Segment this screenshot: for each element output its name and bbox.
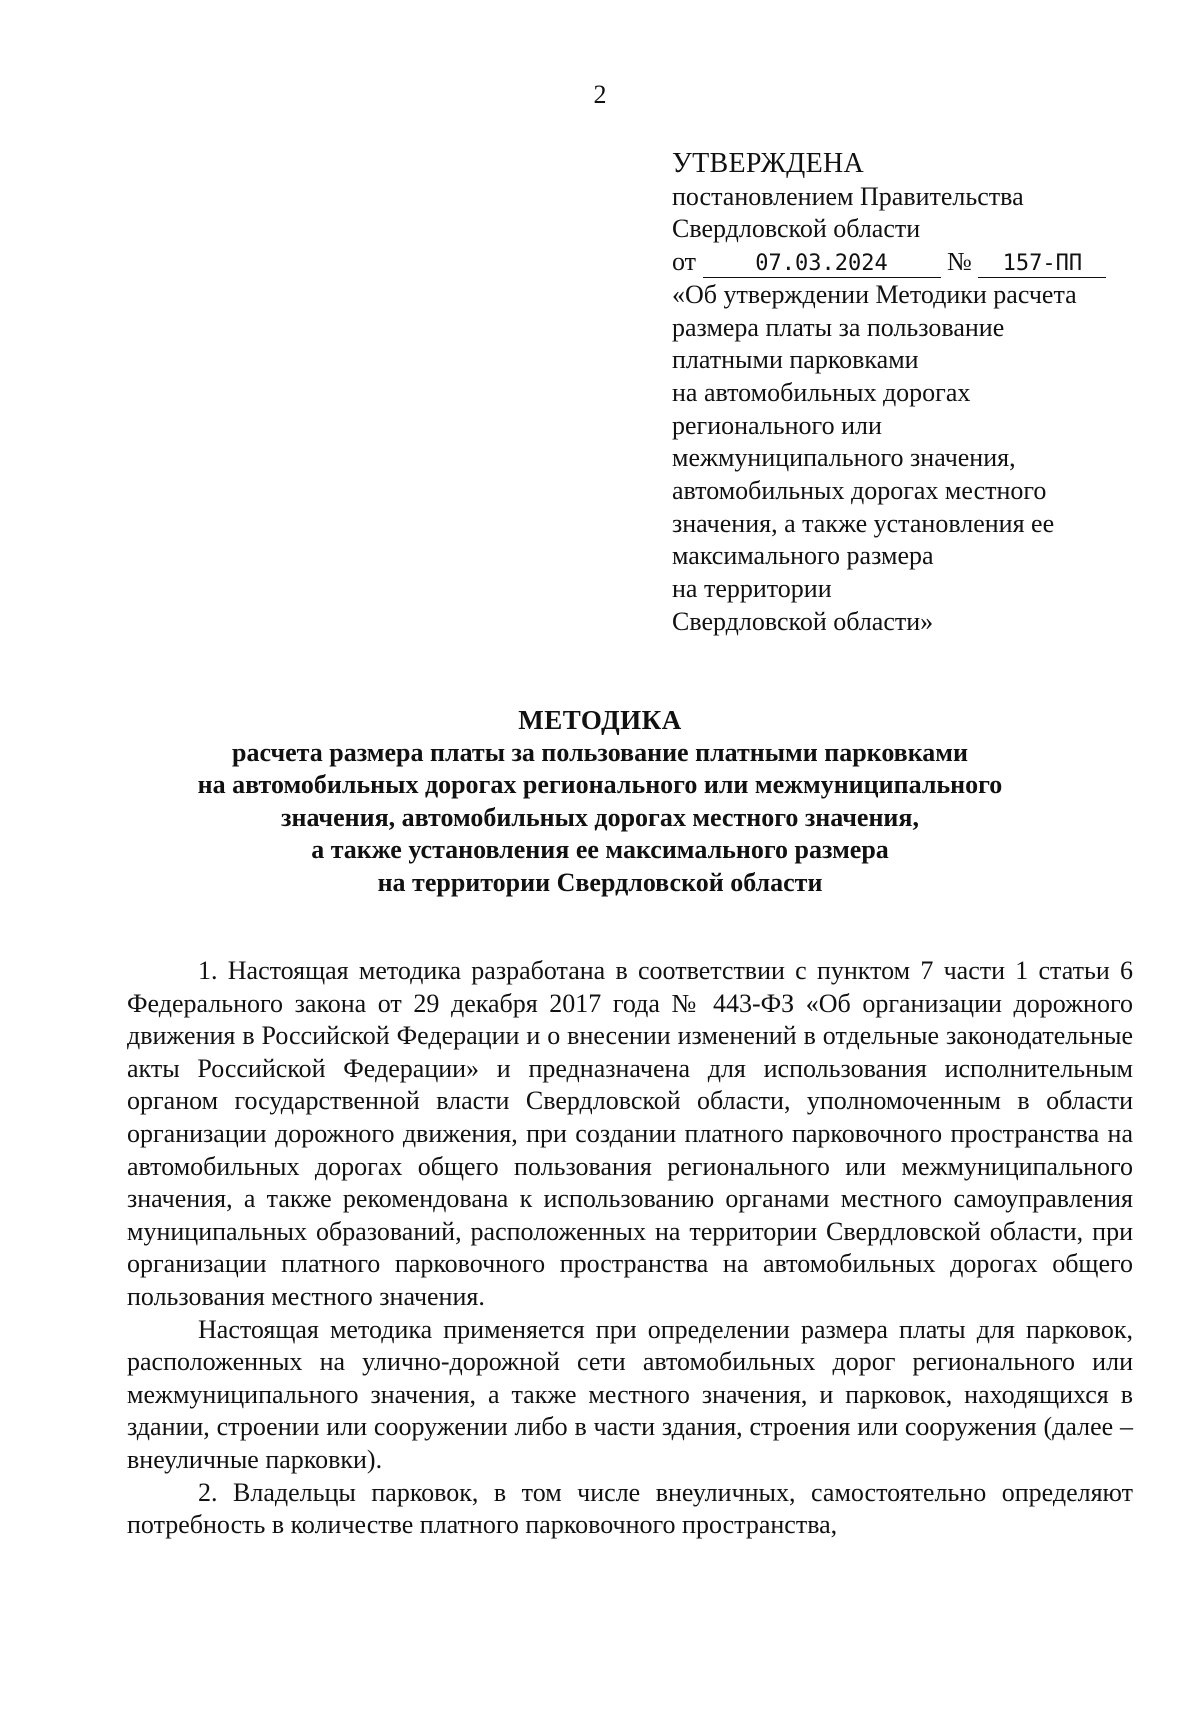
document-title-line: а также установления ее максимального размера <box>311 835 889 864</box>
document-title-line: на территории Свердловской области <box>377 867 823 897</box>
decree-title-line: значения, а также установления ее <box>672 508 1055 538</box>
document-title <box>0 704 1200 899</box>
decree-title-line: максимального размера <box>672 541 934 571</box>
decree-number: 157-ПП <box>978 251 1106 278</box>
paragraph-2: Настоящая методика применяется при определении размера платы для парковок, расположенных на улично-дорожной сети автомобильных дорог регионального или межмуниципального значения, а также местного значения, и парковок, находящихся в здании, строении или сооружении либо в части здания, строения или сооружения (далее – внеуличные парковки). <box>127 1314 1133 1474</box>
approval-block <box>672 148 1172 639</box>
paragraph-3: 2. Владельцы парковок, в том числе внеуличных, самостоятельно определяют потребность в количестве платного парковочного пространства, <box>127 1477 1133 1540</box>
decree-title-line: платными парковками <box>672 345 919 375</box>
decree-title-line: на территории <box>672 574 832 604</box>
document-body <box>127 955 1133 1542</box>
decree-title-line: «Об утверждении Методики расчета <box>672 279 1077 309</box>
decree-title-line: межмуниципального значения, <box>672 443 1016 473</box>
document-title-line: значения, автомобильных дорогах местного значения, <box>281 802 919 832</box>
paragraph-1: 1. Настоящая методика разработана в соответствии с пунктом 7 части 1 статьи 6 Федерального закона от 29 декабря 2017 года № 443-ФЗ «Об организации дорожного движения в Российской Федерации и о внесении изменений в отдельные законодательные акты Российской Федерации» и предназначена для использования исполнительным органом государственной власти Свердловской области, уполномоченным в области организации дорожного движения, при создании платного парковочного пространства на автомобильных дорогах общего пользования регионального или межмуниципального значения, а также рекомендована к использованию органами местного самоуправления муниципальных образований, расположенных на территории Свердловской области, при организации платного парковочного пространства на автомобильных дорогах общего пользования местного значения. <box>127 956 1133 1311</box>
document-title-main: МЕТОДИКА <box>518 705 682 735</box>
approval-date-line <box>672 246 1172 279</box>
decree-title-line: регионального или <box>672 410 882 440</box>
approval-line: Свердловской области <box>672 214 921 244</box>
decree-title-line: автомобильных дорогах местного <box>672 476 1047 506</box>
decree-title-line: размера платы за пользование <box>672 312 1005 342</box>
document-title-line: расчета размера платы за пользование платными парковками <box>232 737 968 767</box>
decree-title-line: Свердловской области» <box>672 606 934 636</box>
number-sign: № <box>947 247 972 277</box>
decree-title-line: на автомобильных дорогах <box>672 377 971 407</box>
approval-heading: УТВЕРЖДЕНА <box>672 148 865 179</box>
approval-line: постановлением Правительства <box>672 181 1024 211</box>
decree-date: 07.03.2024 <box>703 251 941 278</box>
date-prefix: от <box>672 247 697 277</box>
page-number: 2 <box>593 80 607 109</box>
document-title-line: на автомобильных дорогах регионального или межмуниципального <box>197 770 1003 799</box>
